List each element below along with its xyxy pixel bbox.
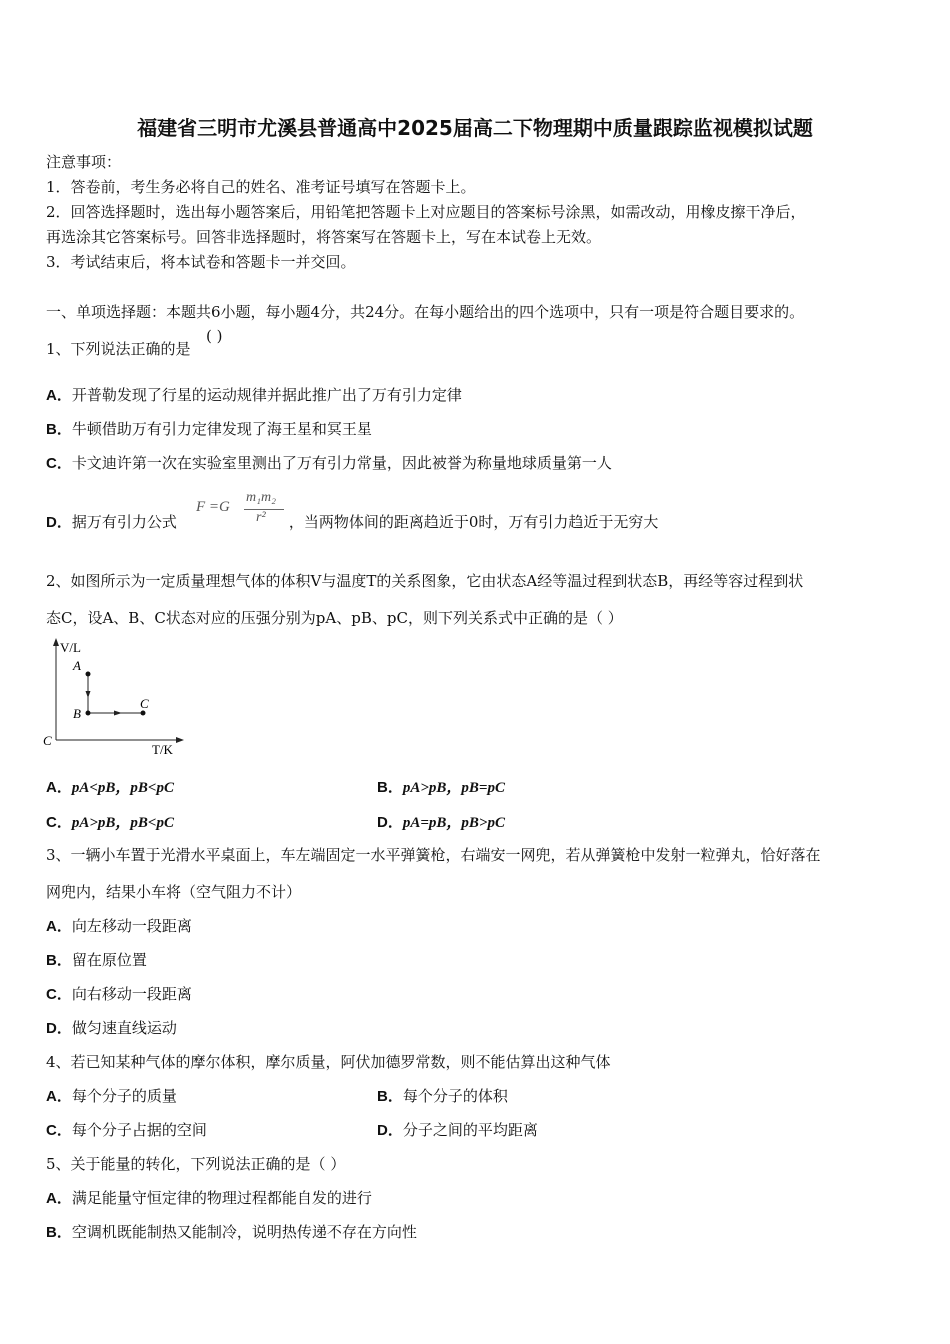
point-b (86, 711, 91, 716)
point-b-label: B (73, 706, 81, 721)
option-label: B． (377, 779, 403, 796)
v-t-graph (40, 636, 190, 758)
option-label: B． (46, 1224, 72, 1241)
option-text: pA=pB，pB>pC (402, 815, 505, 831)
option-label: A． (46, 779, 72, 796)
isothermal-arrow (86, 691, 91, 698)
point-c (141, 711, 146, 716)
q1-option-c (46, 453, 612, 474)
option-label: B． (46, 952, 72, 969)
q4-option-d (377, 1120, 538, 1141)
q3-option-b (46, 950, 147, 971)
origin-label: C (43, 733, 52, 748)
option-label: D． (46, 1020, 72, 1037)
q3-option-c (46, 984, 192, 1005)
q2-stem-line1: 2、如图所示为一定质量理想气体的体积V与温度T的关系图象，它由状态A经等温过程到状态B，再经等容过程到状 (46, 572, 804, 590)
notice-item-2-cont: 再选涂其它答案标号。回答非选择题时，将答案写在答题卡上，写在本试卷上无效。 (46, 228, 602, 246)
x-axis-label: T/K (152, 742, 173, 757)
option-label: C． (46, 1122, 72, 1139)
notice-heading: 注意事项： (46, 153, 122, 171)
option-text: 牛顿借助万有引力定律发现了海王星和冥王星 (71, 420, 372, 438)
option-label: D． (377, 814, 403, 831)
q3-option-a (46, 916, 192, 937)
option-label: A． (46, 1088, 72, 1105)
option-label: C． (46, 455, 72, 472)
option-label: A． (46, 387, 72, 404)
option-label: B． (46, 421, 72, 438)
q2-stem-line2: 态C，设A、B、C状态对应的压强分别为pA、pB、pC，则下列关系式中正确的是（ ） (46, 609, 623, 627)
option-text: pA>pB，pB=pC (402, 780, 505, 796)
option-text-before: 据万有引力公式 (71, 513, 177, 531)
formula-numerator: m₁m₂ (246, 490, 276, 505)
q1-answer-paren: ( ) (206, 327, 223, 345)
q1-option-d (46, 512, 658, 533)
q5-option-b (46, 1222, 417, 1243)
option-text: 做匀速直线运动 (71, 1019, 177, 1037)
point-a (86, 672, 91, 677)
q3-stem-line1: 3、一辆小车置于光滑水平桌面上，车左端固定一水平弹簧枪，右端安一网兜，若从弹簧枪中发射一粒弹丸，恰好落在 (46, 846, 821, 864)
q4-option-a (46, 1086, 177, 1107)
q2-option-b (377, 777, 505, 798)
option-text: 向左移动一段距离 (71, 917, 192, 935)
q1-stem: 1、下列说法正确的是 (46, 340, 191, 358)
q5-stem: 5、关于能量的转化，下列说法正确的是（ ） (46, 1155, 346, 1173)
q5-option-a (46, 1188, 372, 1209)
notice-item-3: 3．考试结束后，将本试卷和答题卡一并交回。 (46, 253, 356, 271)
option-text: 开普勒发现了行星的运动规律并据此推广出了万有引力定律 (71, 386, 462, 404)
option-label: A． (46, 918, 72, 935)
section-heading: 一、单项选择题：本题共6小题，每小题4分，共24分。在每小题给出的四个选项中，只有一项是符合题目要求的。 (46, 303, 805, 321)
option-text: pA>pB，pB<pC (71, 815, 174, 831)
formula-lhs: F =G (196, 499, 230, 515)
y-axis-label: V/L (60, 640, 81, 655)
option-label: C． (46, 986, 72, 1003)
notice-item-2: 2．回答选择题时，选出每小题答案后，用铅笔把答题卡上对应题目的答案标号涂黑，如需改动，用橡皮擦干净后， (46, 203, 806, 221)
option-text: 分子之间的平均距离 (402, 1121, 538, 1139)
x-axis-arrow (176, 737, 184, 743)
point-c-label: C (140, 696, 149, 711)
option-text: 每个分子占据的空间 (71, 1121, 207, 1139)
page-title: 福建省三明市尤溪县普通高中2025届高二下物理期中质量跟踪监视模拟试题 (137, 116, 813, 140)
option-label: D． (377, 1122, 403, 1139)
q1-option-b (46, 419, 372, 440)
q2-option-d (377, 812, 505, 833)
q2-option-a (46, 777, 174, 798)
option-label: C． (46, 814, 72, 831)
option-text: 向右移动一段距离 (71, 985, 192, 1003)
notice-item-1: 1．答卷前，考生务必将自己的姓名、准考证号填写在答题卡上。 (46, 178, 476, 196)
option-text: 满足能量守恒定律的物理过程都能自发的进行 (71, 1189, 372, 1207)
q4-stem: 4、若已知某种气体的摩尔体积，摩尔质量，阿伏加德罗常数，则不能估算出这种气体 (46, 1053, 611, 1071)
option-text: pA<pB，pB<pC (71, 780, 174, 796)
option-text: 留在原位置 (71, 951, 147, 969)
q3-stem-line2: 网兜内，结果小车将（空气阻力不计） (46, 883, 302, 901)
q4-option-b (377, 1086, 508, 1107)
formula-denominator: r² (256, 510, 266, 525)
q2-option-c (46, 812, 174, 833)
option-label: B． (377, 1088, 403, 1105)
gravitation-formula (196, 490, 296, 532)
option-text: 每个分子的体积 (402, 1087, 508, 1105)
option-text: 卡文迪许第一次在实验室里测出了万有引力常量，因此被誉为称量地球质量第一人 (71, 454, 612, 472)
q3-option-d (46, 1018, 177, 1039)
option-text: 空调机既能制热又能制冷，说明热传递不存在方向性 (71, 1223, 417, 1241)
q1-option-a (46, 385, 462, 406)
option-text-after: ，当两物体间的距离趋近于0时，万有引力趋近于无穷大 (288, 513, 659, 531)
y-axis-arrow (53, 638, 59, 646)
q4-option-c (46, 1120, 207, 1141)
option-label: D． (46, 514, 72, 531)
option-text: 每个分子的质量 (71, 1087, 177, 1105)
option-label: A． (46, 1190, 72, 1207)
isochoric-arrow (114, 711, 122, 716)
point-a-label: A (73, 658, 81, 673)
